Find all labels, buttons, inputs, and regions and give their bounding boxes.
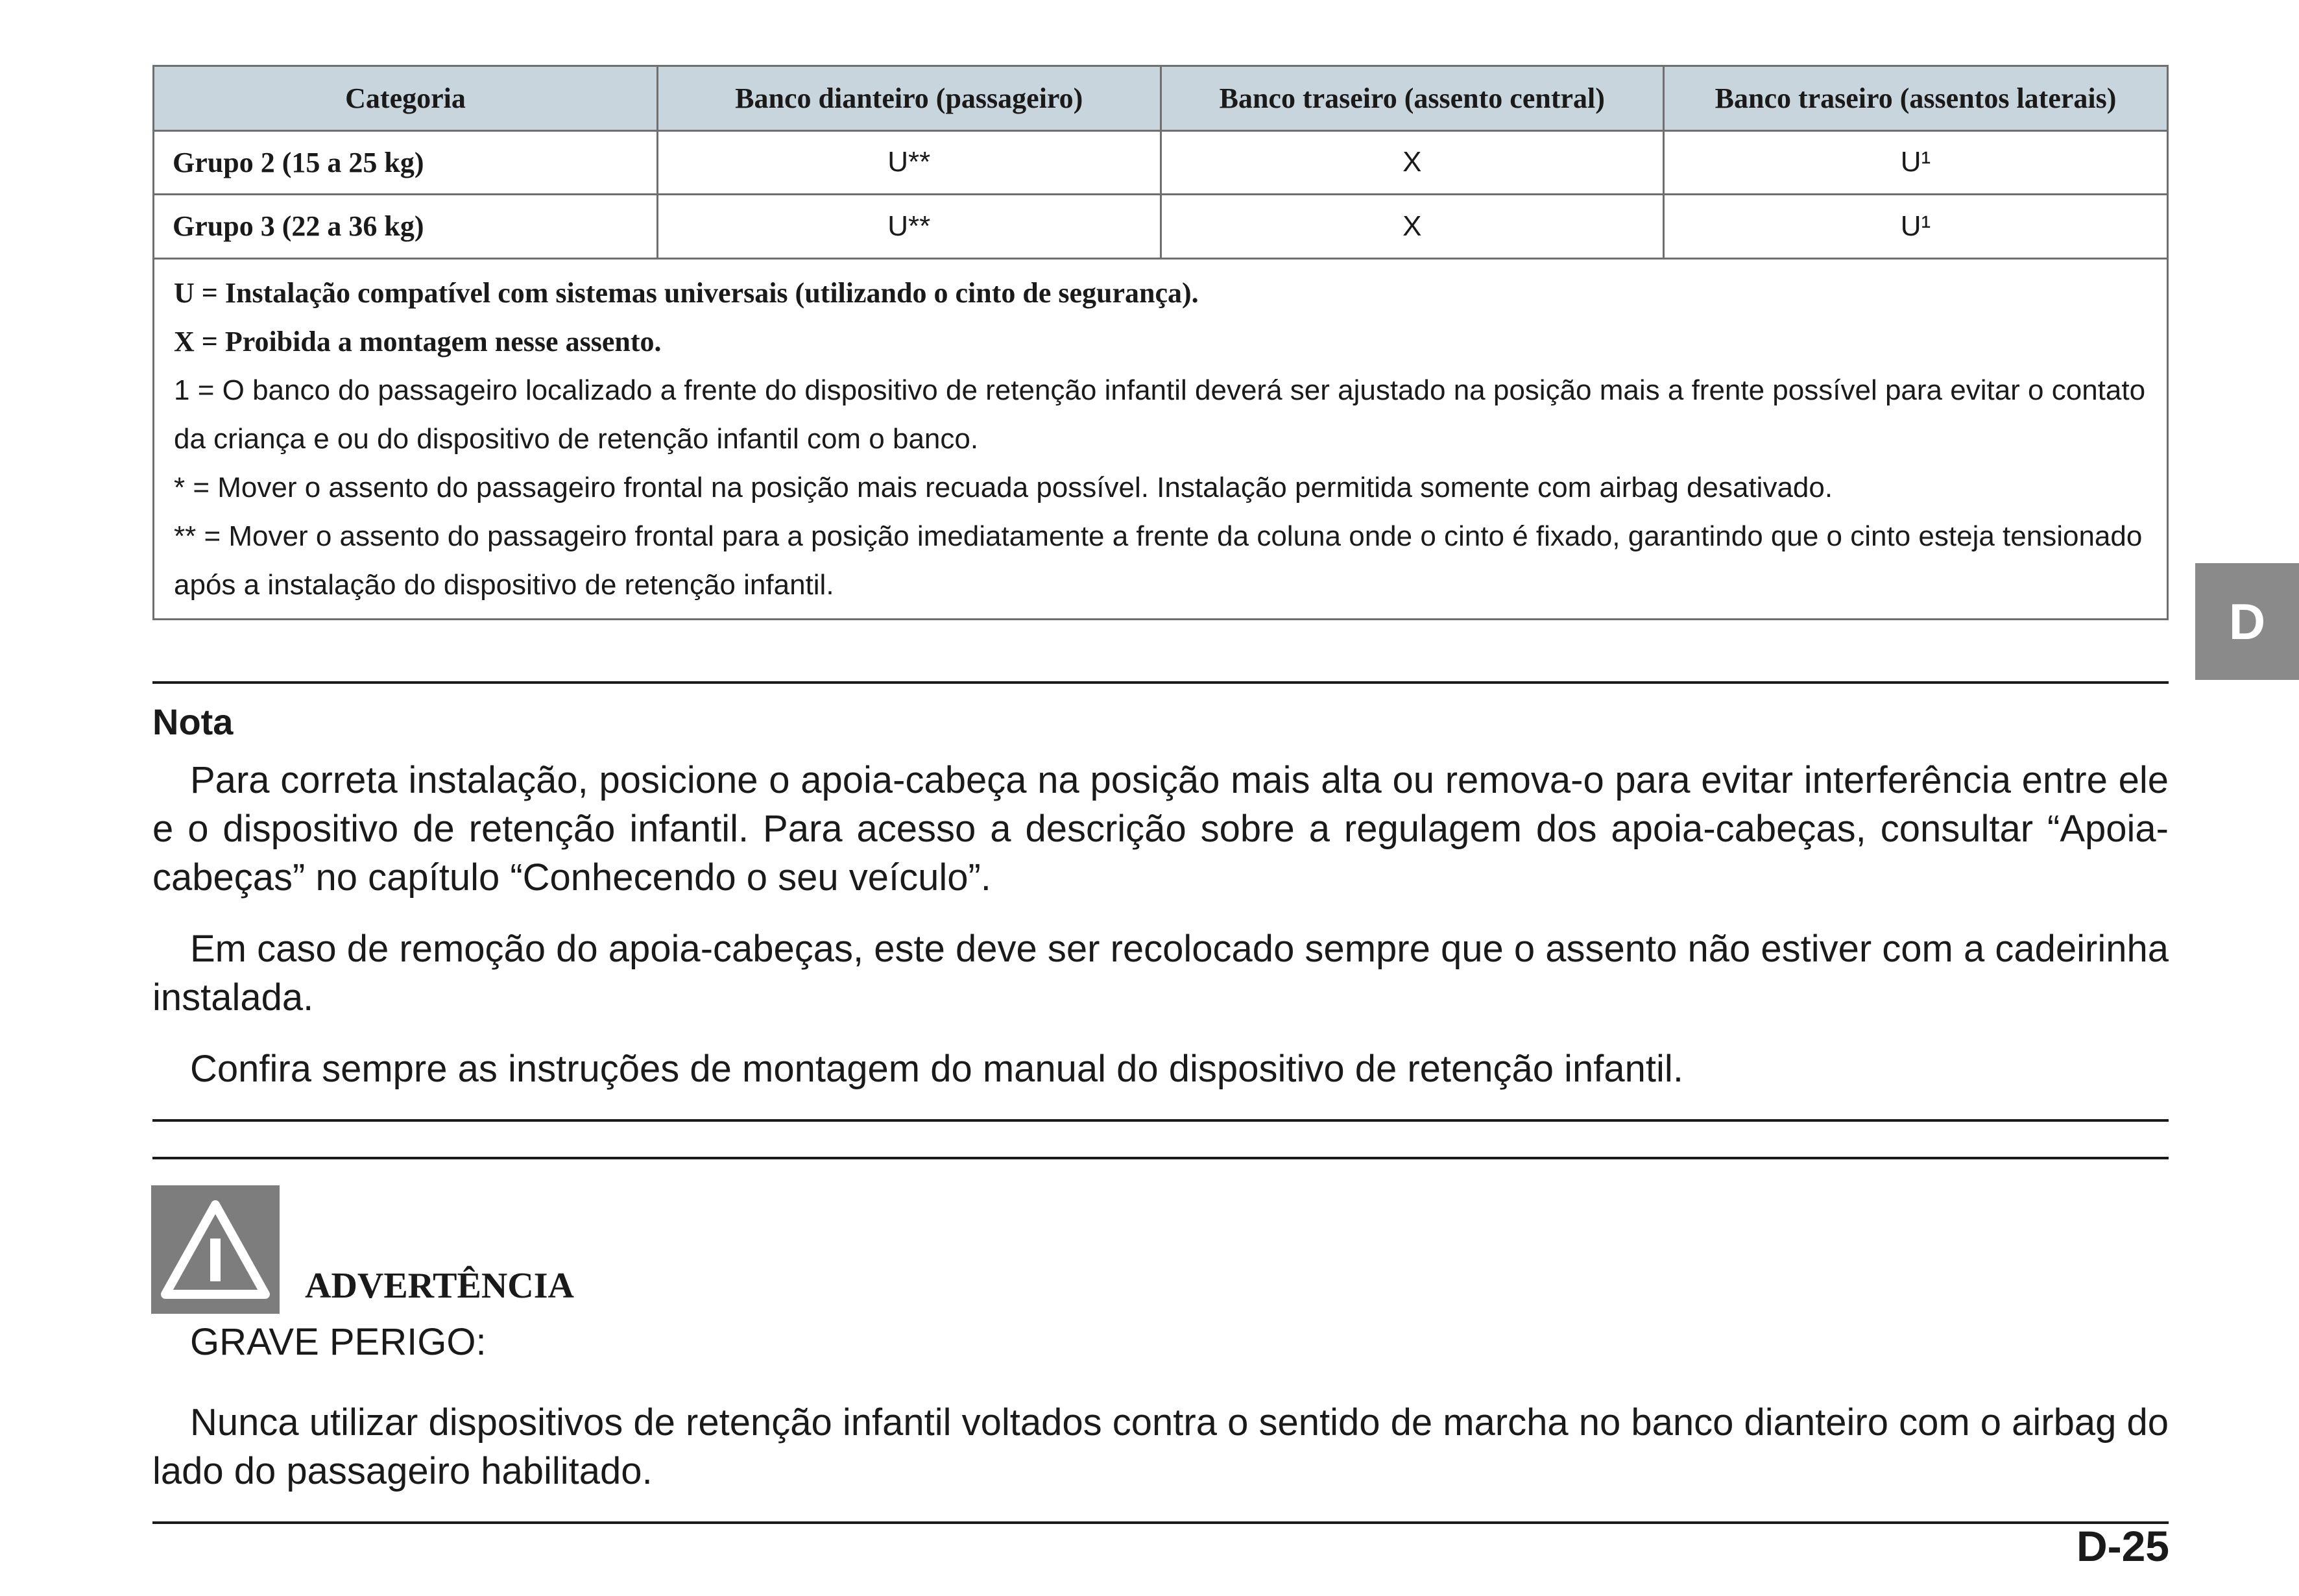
warning-subtitle: GRAVE PERIGO: [190,1321,487,1363]
warning-title: ADVERTÊNCIA [305,1266,574,1306]
legend-item: U = Instalação compatível com sistemas universais (utilizando o cinto de segurança). [174,277,1199,309]
table-row [154,194,2167,258]
table-cell: U¹ [1664,130,2167,194]
col-header-banco-dianteiro: Banco dianteiro (passageiro) [658,67,1161,130]
table-cell: Grupo 2 (15 a 25 kg) [154,130,658,194]
col-header-traseiro-central: Banco traseiro (assento central) [1161,67,1664,130]
nota-paragraph: Confira sempre as instruções de montagem do manual do dispositivo de retenção infantil. [190,1048,1683,1090]
col-header-traseiro-laterais: Banco traseiro (assentos laterais) [1664,67,2167,130]
table-cell: X [1161,194,1664,258]
divider [152,1157,2169,1159]
legend-item: X = Proibida a montagem nesse assento. [174,326,662,357]
table-row [154,130,2167,194]
nota-title: Nota [152,701,234,742]
table-legend [154,258,2167,618]
table-cell: Grupo 3 (22 a 36 kg) [154,194,658,258]
table-cell: U** [658,194,1161,258]
table-cell: U** [658,130,1161,194]
section-tab: D [2195,563,2299,680]
warning-text: Nunca utilizar dispositivos de retenção infantil voltados contra o sentido de marcha no banco dianteiro com o airbag do lado do passageiro habilitado. [152,1401,2169,1492]
divider [152,1521,2169,1524]
divider [152,1119,2169,1122]
col-header-categoria: Categoria [154,67,658,130]
warning-triangle-icon [151,1185,280,1314]
child-seat-table [152,65,2169,620]
legend-item: 1 = O banco do passageiro localizado a frente do dispositivo de retenção infantil deverá ser ajustado na posição mais a frente possível para evitar o contato da criança e ou do dispositivo de retenção infantil com o banco. [174,374,2146,455]
nota-paragraph: Para correta instalação, posicione o apoia-cabeça na posição mais alta ou remova-o para evitar interferência entre ele e o dispositivo de retenção infantil. Para acesso a descrição sobre a regulagem dos apoia-cabeças, consultar “Apoia-cabeças” no capítulo “Conhecendo o seu veículo”. [152,759,2169,899]
nota-paragraph: Em caso de remoção do apoia-cabeças, este deve ser recolocado sempre que o assento não estiver com a cadeirinha instalada. [152,928,2169,1019]
divider [152,681,2169,684]
table-cell: U¹ [1664,194,2167,258]
legend-item: * = Mover o assento do passageiro frontal na posição mais recuada possível. Instalação permitida somente com airbag desativado. [174,472,1833,503]
table-header-row [154,67,2167,130]
legend-item: ** = Mover o assento do passageiro frontal para a posição imediatamente a frente da coluna onde o cinto é fixado, garantindo que o cinto esteja tensionado após a instalação do dispositivo de retenção infantil. [174,520,2143,601]
table-cell: X [1161,130,1664,194]
page-number: D-25 [2076,1522,2169,1570]
